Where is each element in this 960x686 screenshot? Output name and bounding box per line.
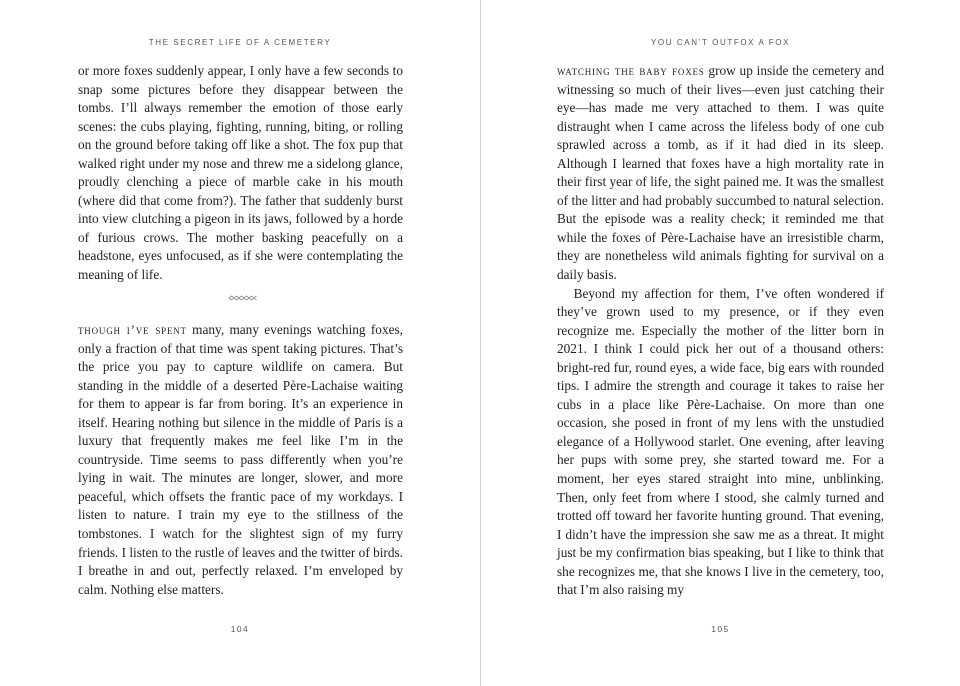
left-text-block-top: [78, 62, 403, 285]
left-page-number: 104: [230, 624, 250, 634]
left-text-block-bottom: [78, 321, 403, 599]
left-paragraph-2: [78, 321, 403, 599]
left-running-head: THE SECRET LIFE OF A CEMETERY: [148, 38, 332, 47]
left-paragraph-2-body: many, many evenings watching foxes, only a fraction of that time was spent taking pictures. That’s the price you pay to capture wildlife on camera. But standing in the middle of a deserted Père-Lachaise waiting for them to appear is far from boring. It’s an experience in itself. Hearing nothing but silence in the middle of Paris is a luxury that frequently makes me feel like I’m in the countryside. Time seems to pass differently when you’re lying in wait. The minutes are longer, slower, and more peaceful, which offsets the frantic pace of my workdays. I listen to nature. I train my eye to the stillness of the tombstones. I watch for the slightest sign of my furry friends. I listen to the rustle of leaves and the twitter of birds. I breathe in and out, perfectly relaxed. I’m enveloped by calm. Nothing else matters.: [78, 322, 403, 597]
left-paragraph-2-lead: though i’ve spent: [78, 322, 187, 337]
ornament-divider-icon: [228, 293, 258, 303]
right-running-head: YOU CAN’T OUTFOX A FOX: [650, 38, 791, 47]
right-paragraph-1-lead: watching the baby foxes: [557, 63, 705, 78]
left-paragraph-1: or more foxes suddenly appear, I only have a few seconds to snap some pictures before they disappear between the tombs. I’ll always remember the emotion of those early scenes: the cubs playing, fighting, running, biting, or rolling on the ground before taking off like a shot. The fox pup that walked right under my nose and threw me a sidelong glance, proudly clenching a piece of marble cake in his mouth (where did that come from?). The father that suddenly burst into view clutching a pigeon in its jaws, followed by a horde of furious crows. The mother basking peacefully on a headstone, eyes unfocused, as if she were contemplating the meaning of life.: [78, 63, 403, 283]
right-text-block: [557, 62, 884, 600]
right-page-number: 105: [711, 624, 730, 634]
right-paragraph-1: [557, 62, 884, 285]
right-page: [481, 0, 960, 686]
right-paragraph-1-body: grow up inside the cemetery and witnessing so much of their lives—even just catching their eye—has made me very attached to them. I was quite distraught when I came across the lifeless body of one cub sprawled across a tomb, as if it had died in its sleep. Although I learned that foxes have a high mortality rate in their first year of life, the sight pained me. It was the smallest of the litter and had probably succumbed to natural selection. But the episode was a reality check; it reminded me that while the foxes of Père-Lachaise have an irresistible charm, they are nonetheless wild animals fighting for survival on a daily basis.: [557, 63, 885, 283]
right-paragraph-2: Beyond my affection for them, I’ve often wondered if they’ve grown used to my presence, or if they even recognize me. Especially the mother of the litter born in 2021. I think I could pick her out of a thousand others: bright-red fur, round eyes, a wide face, big ears with rounded tips. I admire the strength and courage it takes to raise her cubs in a place like Père-Lachaise. On more than one occasion, she posed in front of my lens with the unstudied elegance of a Hollywood starlet. One evening, after leaving her pups with some prey, she started toward me. For a moment, her eyes stared straight into mine, unblinking. Then, only feet from where I stood, she calmly turned and trotted off toward her favorite hunting ground. That evening, I didn’t have the impression she saw me as a threat. It might just be my confirmation bias speaking, but I like to think that she recognizes me, that she knows I live in the cemetery, too, that I’m also raising my: [557, 285, 884, 598]
